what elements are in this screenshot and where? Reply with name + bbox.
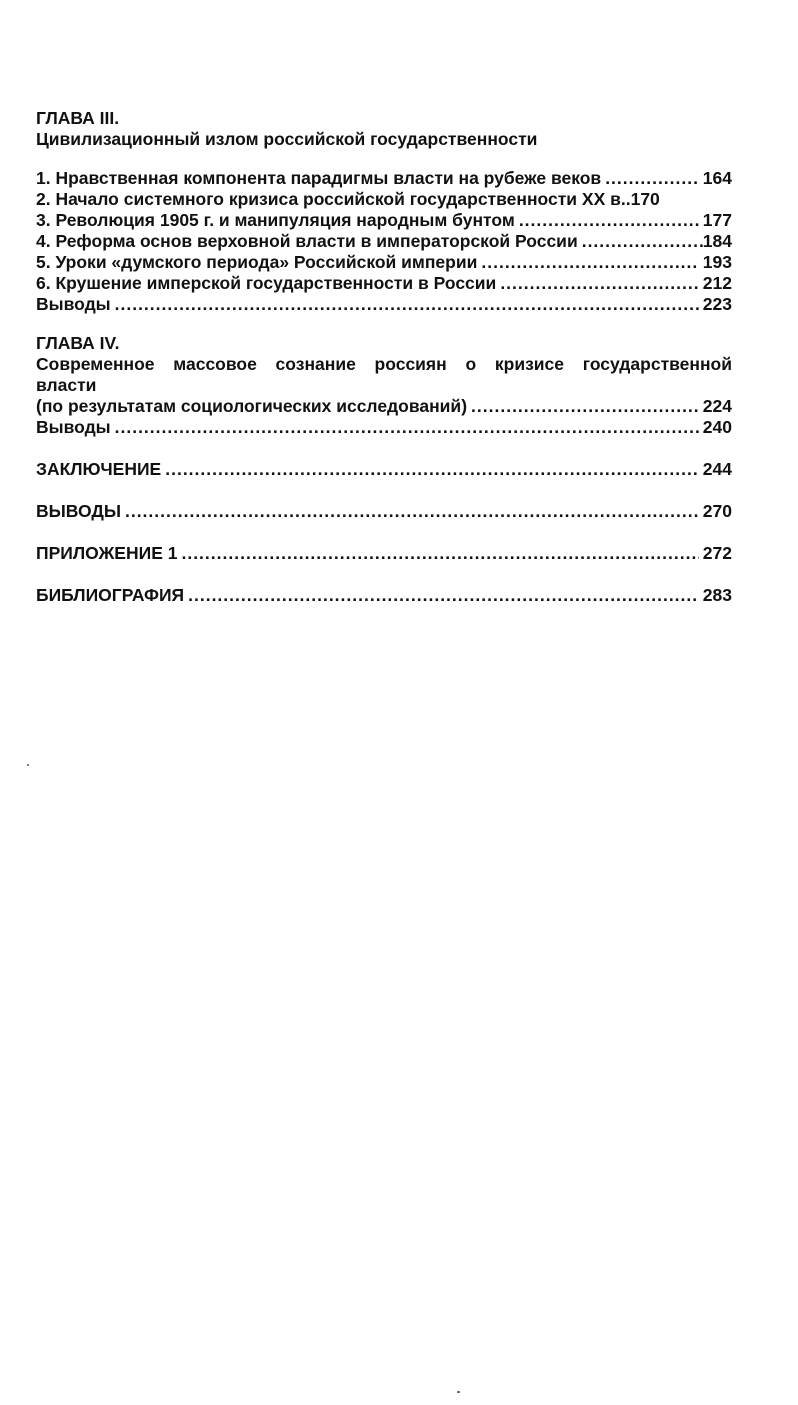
dot-leader [582, 231, 703, 252]
toc-section-page: 272 [702, 543, 732, 563]
dot-leader [481, 252, 698, 273]
dot-leader [519, 210, 699, 231]
toc-section-page: 244 [702, 459, 732, 479]
dot-leader [115, 417, 699, 438]
chapter-4-title: Современное массовое сознание россиян о кризисе государственной [36, 354, 732, 374]
toc-entry [36, 210, 732, 231]
toc-section-label: ЗАКЛЮЧЕНИЕ [36, 459, 162, 479]
toc-entry [36, 396, 732, 417]
toc-section [36, 501, 732, 522]
dot-leader [115, 294, 699, 315]
toc-entry-page: 223 [702, 294, 732, 314]
toc-entry [36, 294, 732, 315]
toc-entry-label: 6. Крушение имперской государственности в России [36, 273, 497, 293]
toc-section [36, 585, 732, 606]
toc-entry-label: (по результатам социологических исследований) [36, 396, 468, 416]
chapter-3-title: Цивилизационный излом российской государственности [36, 129, 538, 149]
toc-entry-label: Выводы [36, 294, 111, 314]
toc-entry-page: 170 [630, 189, 660, 209]
toc-section-page: 283 [702, 585, 732, 605]
toc-section [36, 459, 732, 480]
toc-entry [36, 252, 732, 273]
dot-leader [181, 543, 698, 564]
dot-leader [165, 459, 699, 480]
toc-entry-label: Выводы [36, 417, 111, 437]
chapter-3-heading: ГЛАВА III. [36, 108, 120, 128]
toc-entry-page: 193 [702, 252, 732, 272]
dot-leader [125, 501, 699, 522]
chapter-4-title-cont: власти [36, 375, 97, 395]
toc-entry-page: 224 [702, 396, 732, 416]
toc-entry-page: 177 [702, 210, 732, 230]
toc-section-page: 270 [702, 501, 732, 521]
toc-entry-label: 1. Нравственная компонента парадигмы власти на рубеже веков [36, 168, 602, 188]
toc-section-label: ВЫВОДЫ [36, 501, 121, 521]
toc-entry [36, 417, 732, 438]
toc-section-label: ПРИЛОЖЕНИЕ 1 [36, 543, 178, 563]
toc-section [36, 543, 732, 564]
toc-entry [36, 189, 732, 210]
chapter-4-heading: ГЛАВА IV. [36, 333, 120, 353]
toc-entry-label: 5. Уроки «думского периода» Российской империи [36, 252, 478, 272]
dot-leader [471, 396, 699, 417]
toc-entry [36, 231, 732, 252]
toc-entry [36, 168, 732, 189]
toc-entry [36, 273, 732, 294]
toc-entry-label: 2. Начало системного кризиса российской государственности XX в.. [36, 189, 631, 209]
toc-entry-page: 240 [702, 417, 732, 437]
scan-speck [457, 1391, 460, 1393]
dot-leader [188, 585, 699, 606]
toc-entry-page: 212 [702, 273, 732, 293]
dot-leader [500, 273, 698, 294]
toc-entry-page: 184 [702, 231, 732, 251]
scan-speck [27, 764, 29, 766]
table-of-contents [36, 108, 732, 606]
dot-leader [605, 168, 699, 189]
toc-entry-page: 164 [702, 168, 732, 188]
toc-entry-label: 3. Революция 1905 г. и манипуляция народным бунтом [36, 210, 515, 230]
toc-entry-label: 4. Реформа основ верховной власти в императорской России [36, 231, 578, 251]
toc-section-label: БИБЛИОГРАФИЯ [36, 585, 185, 605]
